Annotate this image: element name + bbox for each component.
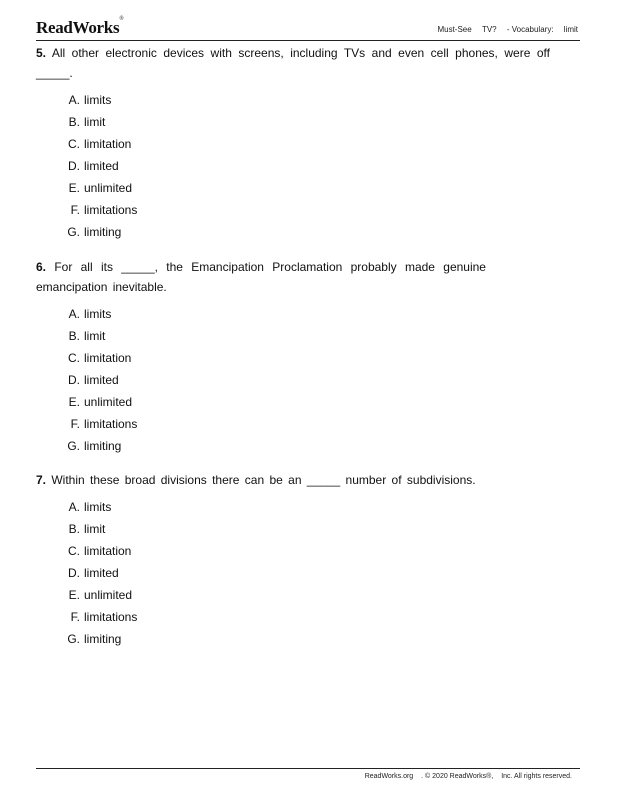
crumb-article-cont: TV? bbox=[481, 25, 497, 34]
option-g[interactable]: G. limiting bbox=[67, 225, 122, 239]
answer-options bbox=[64, 303, 137, 457]
question-6 bbox=[36, 257, 486, 453]
readworks-logo: ReadWorks® bbox=[36, 16, 124, 37]
option-e[interactable]: E. unlimited bbox=[68, 181, 133, 195]
footer-copyright-year: . © 2020 ReadWorks®, bbox=[421, 773, 494, 780]
option-a[interactable]: A. limits bbox=[68, 500, 112, 514]
question-7 bbox=[36, 470, 550, 646]
option-b[interactable]: B. limit bbox=[68, 115, 106, 129]
crumb-article: Must-See bbox=[437, 25, 472, 34]
option-g[interactable]: G. limiting bbox=[67, 632, 122, 646]
option-e[interactable]: E. unlimited bbox=[68, 395, 133, 409]
option-d[interactable]: D. limited bbox=[68, 566, 119, 580]
question-5 bbox=[36, 43, 550, 239]
option-c[interactable]: C. limitation bbox=[68, 137, 132, 151]
option-e[interactable]: E. unlimited bbox=[68, 588, 133, 602]
question-stem: 6. For all its _____, the Emancipation Proclamation probably made genuine emancipation inevitable. bbox=[36, 260, 486, 294]
option-f[interactable]: F. limitations bbox=[70, 417, 138, 431]
option-f[interactable]: F. limitations bbox=[70, 203, 138, 217]
option-c[interactable]: C. limitation bbox=[68, 544, 132, 558]
option-g[interactable]: G. limiting bbox=[67, 439, 122, 453]
option-b[interactable]: B. limit bbox=[68, 522, 106, 536]
option-d[interactable]: D. limited bbox=[68, 373, 119, 387]
option-b[interactable]: B. limit bbox=[68, 329, 106, 343]
option-c[interactable]: C. limitation bbox=[68, 351, 132, 365]
option-a[interactable]: A. limits bbox=[68, 93, 112, 107]
option-d[interactable]: D. limited bbox=[68, 159, 119, 173]
footer-site: ReadWorks.org bbox=[364, 773, 414, 780]
header-breadcrumb bbox=[429, 25, 578, 34]
option-f[interactable]: F. limitations bbox=[70, 610, 138, 624]
crumb-word: limit bbox=[563, 25, 578, 34]
question-stem: 5. All other electronic devices with screens, including TVs and even cell phones, were off _____. bbox=[36, 46, 550, 80]
crumb-section: - Vocabulary: bbox=[506, 25, 554, 34]
footer-copyright bbox=[359, 773, 572, 780]
page-footer bbox=[36, 768, 580, 780]
question-stem: 7. Within these broad divisions there can be an _____ number of subdivisions. bbox=[36, 473, 476, 487]
option-a[interactable]: A. limits bbox=[68, 307, 112, 321]
answer-options bbox=[64, 496, 137, 650]
footer-rights: Inc. All rights reserved. bbox=[501, 773, 572, 780]
page-header bbox=[36, 16, 580, 41]
answer-options bbox=[64, 89, 137, 243]
